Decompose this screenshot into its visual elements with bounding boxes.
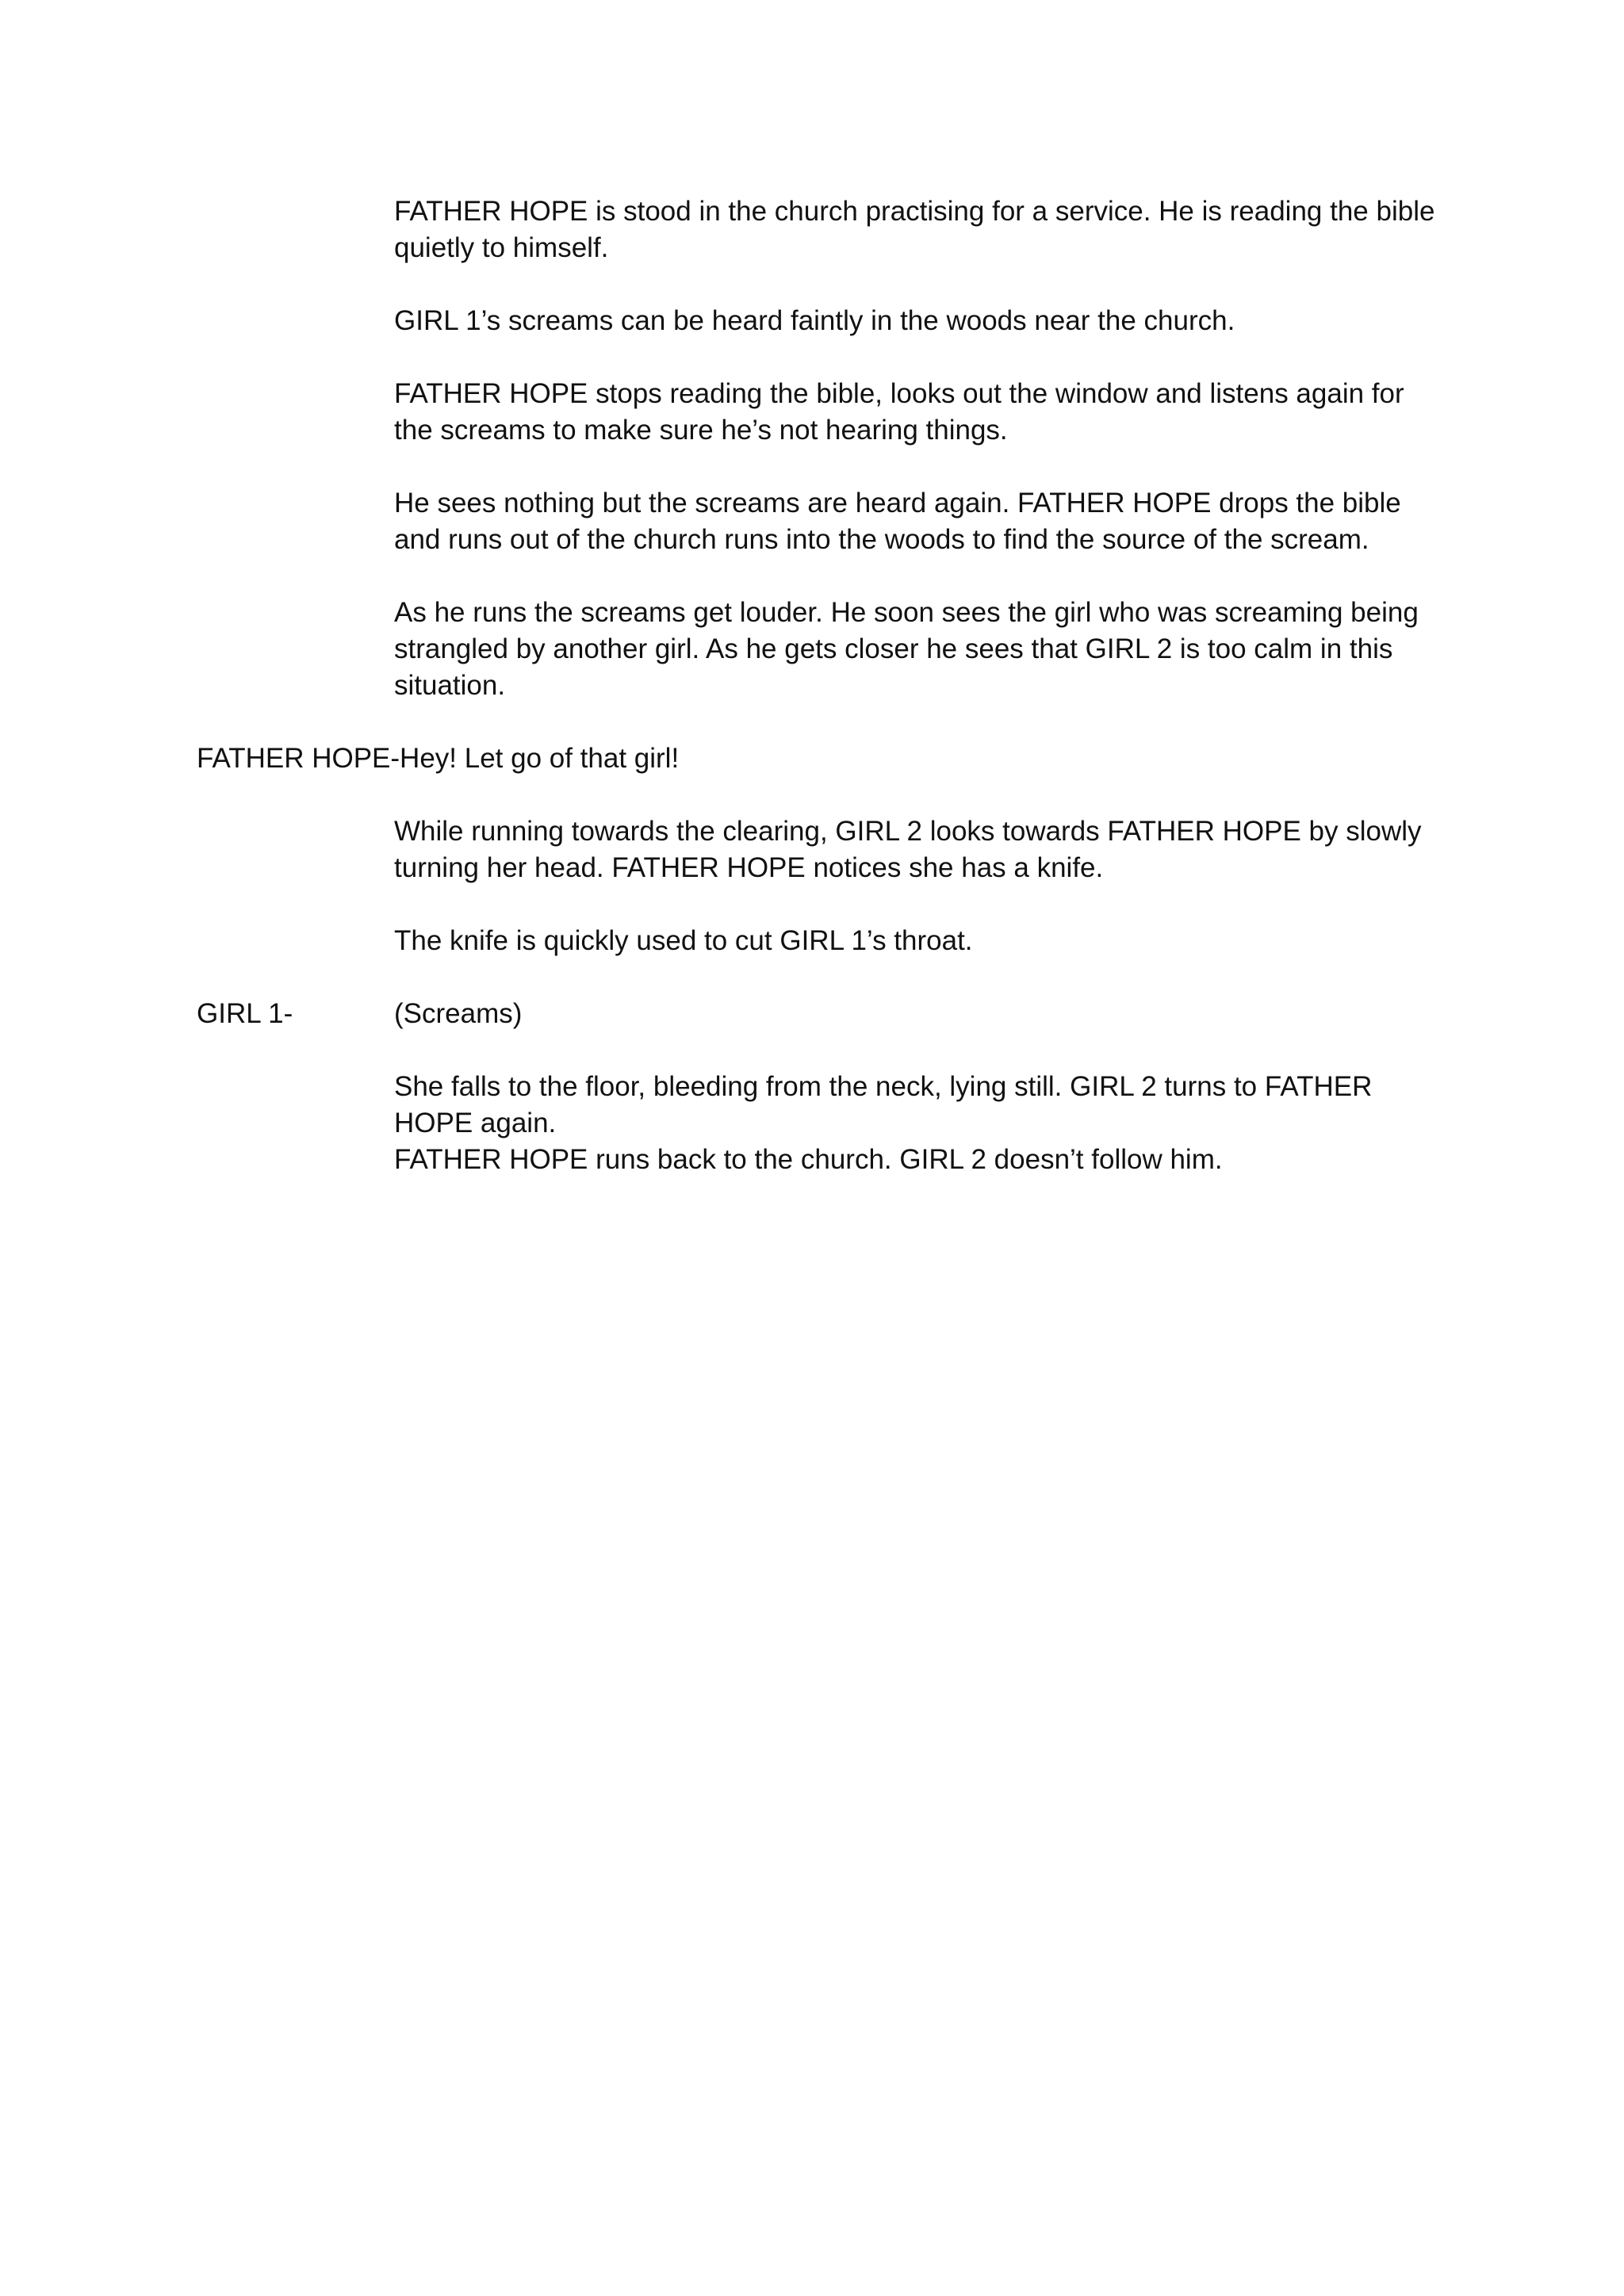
dialogue-father-hope <box>197 740 1450 777</box>
action-line-4: He sees nothing but the screams are heard again. FATHER HOPE drops the bible and runs out of the church runs into the woods to find the source of the scream. <box>394 488 1401 555</box>
speaker-name: GIRL 1- <box>197 998 293 1029</box>
speaker-name: FATHER HOPE- <box>197 743 400 774</box>
action-line-2: GIRL 1’s screams can be heard faintly in the woods near the church. <box>394 305 1235 336</box>
action-line-1: FATHER HOPE is stood in the church practising for a service. He is reading the bible quietly to himself. <box>394 196 1435 263</box>
action-line-8: She falls to the floor, bleeding from the neck, lying still. GIRL 2 turns to FATHER HOPE again. <box>394 1071 1373 1138</box>
action-line-6: While running towards the clearing, GIRL 2 looks towards FATHER HOPE by slowly turning her head. FATHER HOPE notices she has a knife. <box>394 816 1422 883</box>
dialogue-girl-1 <box>197 996 1450 1032</box>
dialogue-text: (Screams) <box>394 998 523 1029</box>
dialogue-text: Hey! Let go of that girl! <box>400 743 680 774</box>
action-line-9: FATHER HOPE runs back to the church. GIRL 2 doesn’t follow him. <box>394 1144 1223 1175</box>
action-line-5: As he runs the screams get louder. He soon sees the girl who was screaming being strangled by another girl. As he gets closer he sees that GIRL 2 is too calm in this situation. <box>394 597 1419 701</box>
script-body <box>197 193 1450 1215</box>
action-line-7: The knife is quickly used to cut GIRL 1’s throat. <box>394 925 973 956</box>
action-line-3: FATHER HOPE stops reading the bible, looks out the window and listens again for the screams to make sure he’s not hearing things. <box>394 378 1404 446</box>
